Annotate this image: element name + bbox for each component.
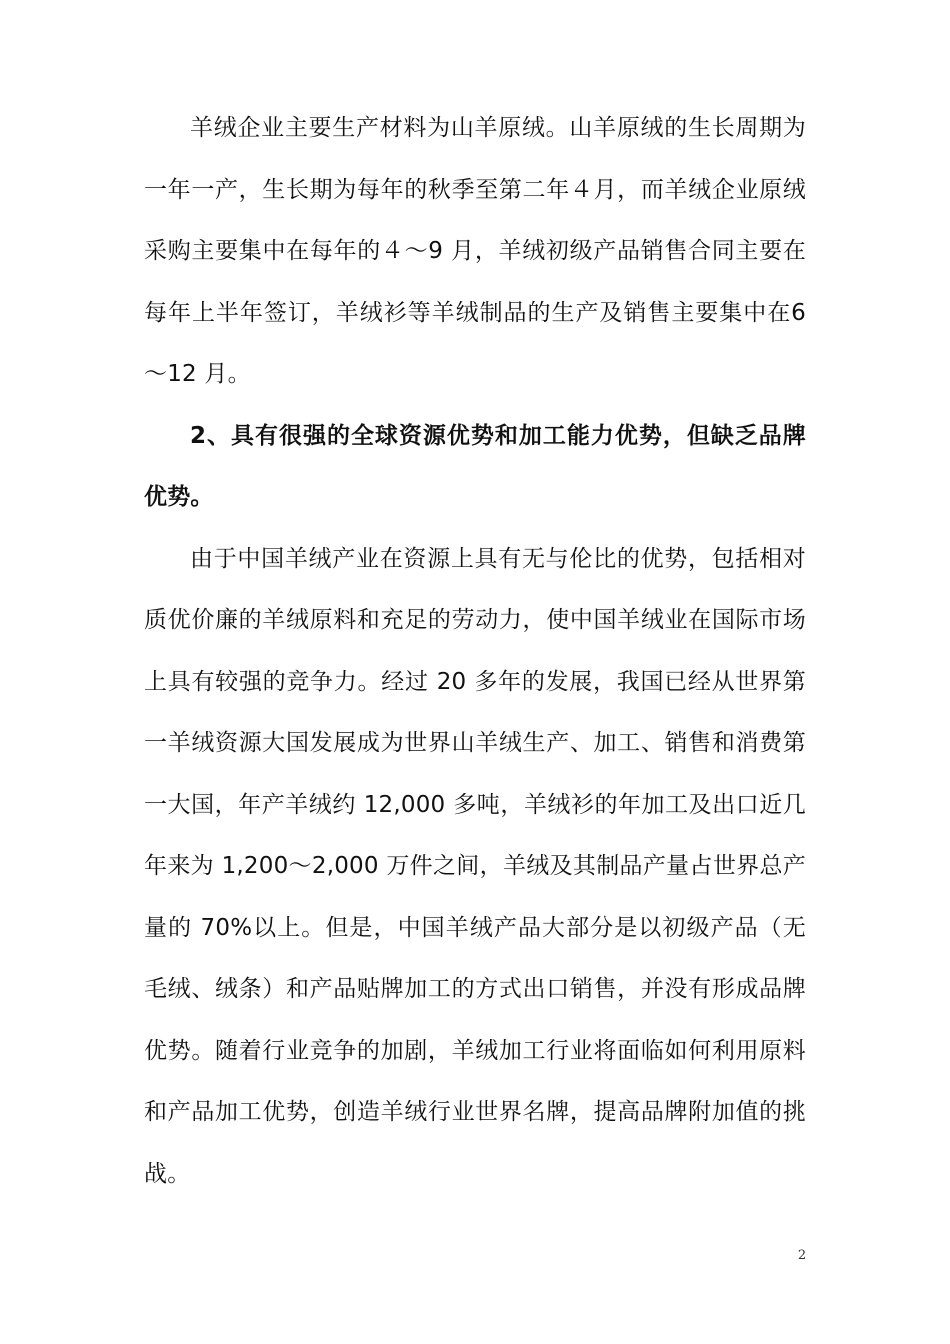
paragraph-resource-advantages: 由于中国羊绒产业在资源上具有无与伦比的优势，包括相对质优价廉的羊绒原料和充足的劳动力，使中国羊绒业在国际市场上具有较强的竞争力。经过 20 多年的发展，我国已经从世界第一羊绒资源大国发展成为世界山羊绒生产、加工、销售和消费第一大国，年产羊绒约 12,000 多吨，羊绒衫的年加工及出口近几年来为 1,200～2,000 万件之间，羊绒及其制品产量占世界总产量的 70%以上。但是，中国羊绒产品大部分是以初级产品（无毛绒、绒条）和产品贴牌加工的方式出口销售，并没有形成品牌优势。随着行业竞争的加剧，羊绒加工行业将面临如何利用原料和产品加工优势，创造羊绒行业世界名牌，提高品牌附加值的挑战。 bbox=[144, 545, 806, 1187]
document-body bbox=[144, 98, 806, 1205]
paragraph-production-cycle: 羊绒企业主要生产材料为山羊原绒。山羊原绒的生长周期为一年一产，生长期为每年的秋季至第二年４月，而羊绒企业原绒采购主要集中在每年的４～9 月，羊绒初级产品销售合同主要在每年上半年签订，羊绒衫等羊绒制品的生产及销售主要集中在6～12 月。 bbox=[144, 115, 806, 387]
page-number: 2 bbox=[797, 1248, 807, 1263]
section-heading-advantages: 2、具有很强的全球资源优势和加工能力优势，但缺乏品牌优势。 bbox=[144, 422, 806, 510]
